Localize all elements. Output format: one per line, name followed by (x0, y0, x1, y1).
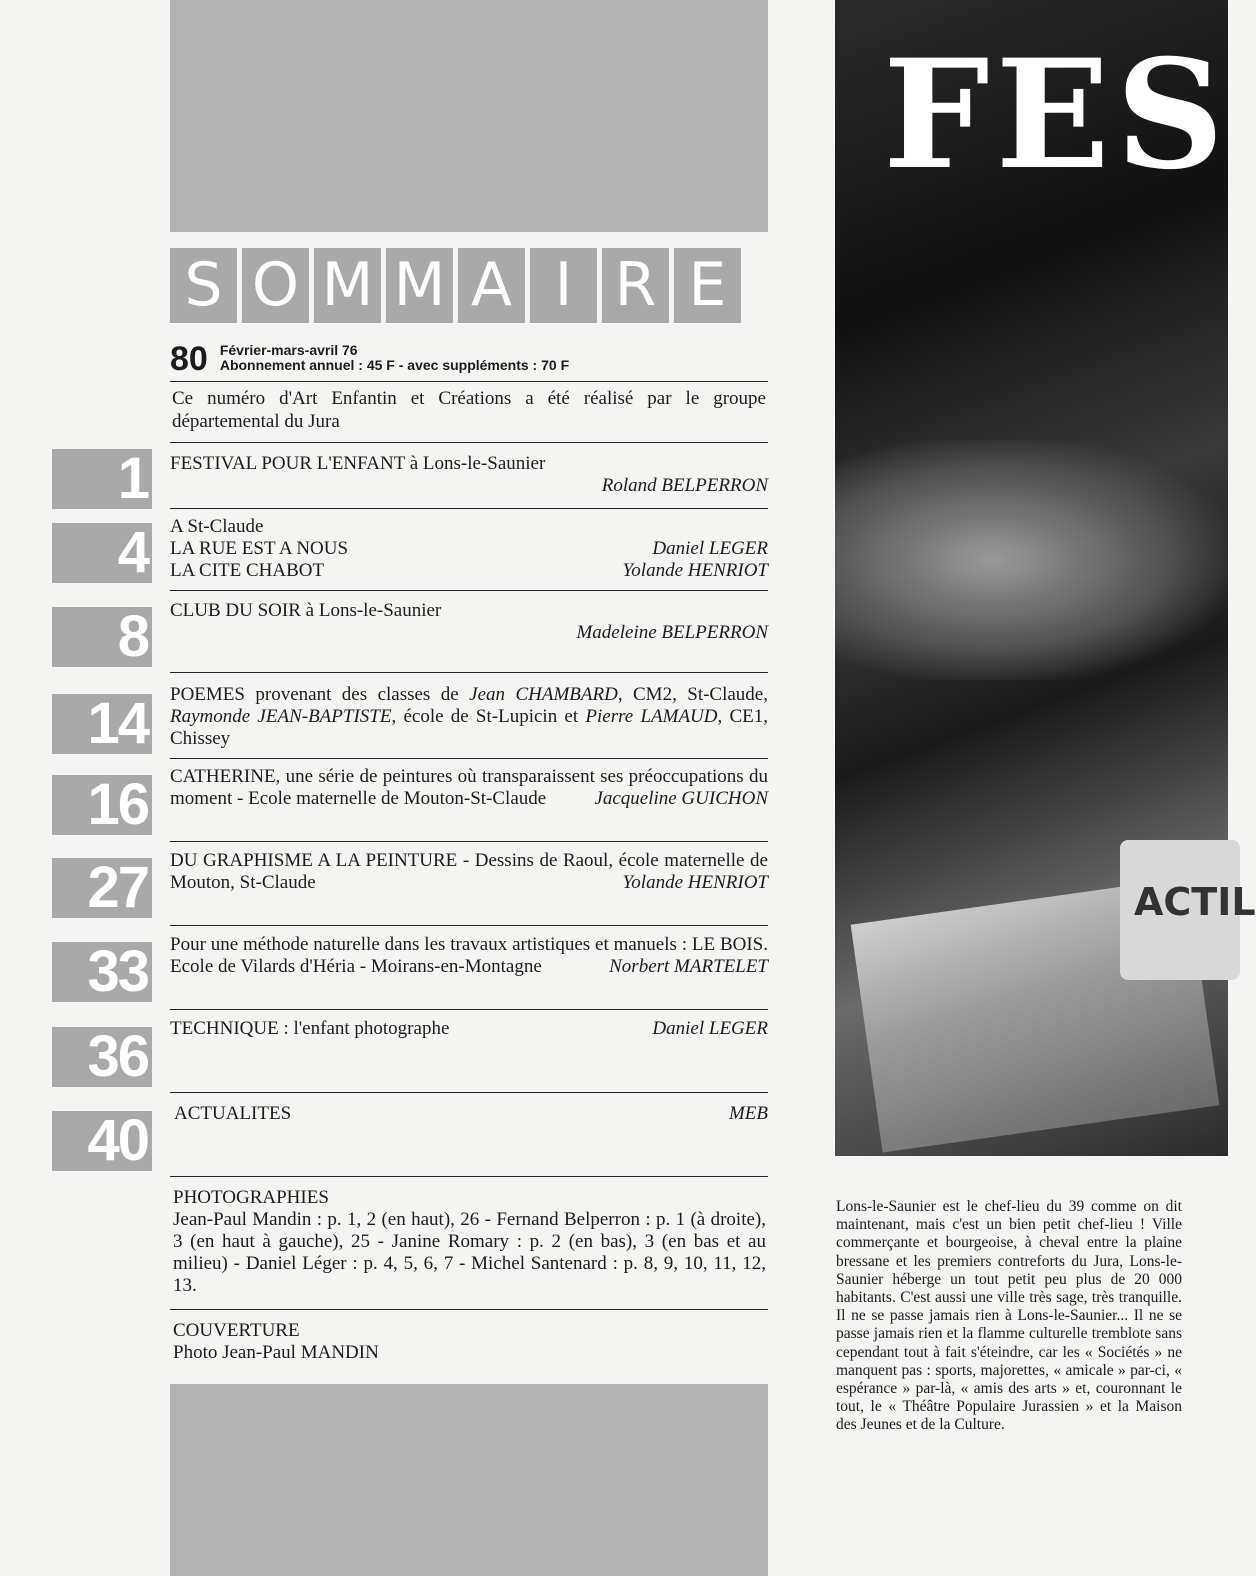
entry-text: POEMES provenant des classes de (170, 684, 470, 705)
title-letter: A (458, 248, 525, 323)
festival-headline: FES (883, 27, 1231, 203)
entry-title: ACTUALITES (174, 1103, 292, 1124)
title-letter: M (314, 248, 381, 323)
entry-author: Jacqueline GUICHON (594, 788, 768, 809)
photographies-section (173, 1187, 766, 1297)
title-letter: S (170, 248, 237, 323)
entry-text: DU GRAPHISME A LA PEINTURE - Dessins de Raoul, école maternelle de Mouton, St-Claude (170, 850, 768, 893)
entry-author: MEB (728, 1103, 768, 1124)
entry-author: Madeleine BELPERRON (576, 622, 768, 643)
entry-author: Norbert MARTELET (609, 956, 768, 977)
can-label: ACTIL (1134, 880, 1256, 924)
couverture-text: Photo Jean-Paul MANDIN (173, 1342, 379, 1363)
entry-author: Daniel LEGER (652, 538, 768, 559)
toc-entry-40 (174, 1103, 768, 1125)
entry-title: CLUB DU SOIR à Lons-le-Saunier (170, 600, 442, 621)
divider (170, 1309, 768, 1310)
entry-author: Roland BELPERRON (601, 475, 768, 496)
photo-shape (1120, 840, 1256, 980)
page-number: 14 (52, 694, 152, 754)
entry-author: Daniel LEGER (652, 1018, 768, 1039)
title-letter: E (674, 248, 741, 323)
issue-subscription: Abonnement annuel : 45 F - avec suppléments : 70 F (219, 357, 570, 373)
top-gray-panel (170, 0, 768, 232)
divider (170, 508, 768, 509)
divider (170, 758, 768, 759)
divider (170, 1009, 768, 1010)
toc-entry-16 (170, 766, 768, 810)
toc-entry-4 (170, 516, 768, 582)
page-number: 1 (52, 449, 152, 509)
divider (170, 1092, 768, 1093)
entry-author: Pierre LAMAUD (585, 706, 718, 727)
photographies-text: Jean-Paul Mandin : p. 1, 2 (en haut), 26 - Fernand Belperron : p. 1 (à droite), 3 (en haut à gauche), 25 - Janine Romary : p. 2 (en bas), 3 (en bas et au milieu) - Daniel Léger : p. 4, 5, 6, 7 - Michel Santenard : p. 8, 9, 10, 11, 12, 13. (173, 1209, 766, 1296)
toc-entry-33 (170, 934, 768, 978)
toc-entry-27 (170, 850, 768, 894)
issue-number: 80 (170, 340, 208, 378)
title-letter: I (530, 248, 597, 323)
divider (170, 381, 768, 382)
article-text: Lons-le-Saunier est le chef-lieu du 39 comme on dit maintenant, mais c'est un bien petit chef-lieu ! Ville commerçante et bourgeoise, à cheval entre la plaine bressane et les premiers contreforts du Jura, Lons-le-Saunier héberge un tout petit peu plus de 20 000 habitants. C'est aussi une ville très sage, très tranquille. Il ne se passe jamais rien à Lons-le-Saunier... Il ne se passe jamais rien et la flamme culturelle tremblote sans cependant tout à fait s'éteindre, car les « Sociétés » ne manquent pas : sports, majorettes, « amicale » par-ci, « espérance » par-là, « amis des arts » et, couronnant le tout, le « Théâtre Populaire Jurassien » et la Maison des Jeunes et de la Culture. (836, 1198, 1182, 1434)
intro-text: Ce numéro d'Art Enfantin et Créations a été réalisé par le groupe départemental du Jura (172, 388, 766, 432)
page-number: 27 (52, 858, 152, 918)
couverture-heading: COUVERTURE (173, 1320, 300, 1341)
toc-entry-36 (170, 1018, 768, 1040)
divider (170, 925, 768, 926)
entry-author: Raymonde JEAN-BAPTISTE (170, 706, 392, 727)
title-letter: R (602, 248, 669, 323)
page-number: 16 (52, 775, 152, 835)
divider (170, 672, 768, 673)
issue-info (220, 343, 569, 373)
divider (170, 1176, 768, 1177)
divider (170, 590, 768, 591)
entry-title: LA CITE CHABOT (170, 560, 325, 581)
page-number: 8 (52, 607, 152, 667)
entry-title: FESTIVAL POUR L'ENFANT à Lons-le-Saunier (170, 453, 546, 474)
title-letter: M (386, 248, 453, 323)
entry-text: , école de St-Lupicin et (391, 706, 586, 727)
entry-line: A St-Claude (170, 516, 264, 537)
issue-header (170, 342, 569, 376)
couverture-section (173, 1320, 771, 1364)
title-letter: O (242, 248, 309, 323)
entry-text: , CE1, Chissey (170, 706, 769, 749)
bottom-gray-panel (170, 1384, 768, 1576)
entry-text: Pour une méthode naturelle dans les travaux artistiques et manuels : LE BOIS. Ecole de Vilards d'Héria - Moirans-en-Montagne (170, 934, 768, 977)
toc-entry-1 (170, 453, 768, 497)
divider (170, 442, 768, 443)
page-number: 40 (52, 1111, 152, 1171)
issue-dates: Février-mars-avril 76 (219, 342, 358, 358)
page-number: 33 (52, 942, 152, 1002)
entry-author: Yolande HENRIOT (622, 560, 768, 581)
sommaire-title (170, 248, 741, 323)
page-number: 36 (52, 1027, 152, 1087)
cover-photo (835, 0, 1256, 1156)
photo-shape (835, 440, 1228, 680)
toc-entry-14 (170, 684, 768, 750)
entry-author: Yolande HENRIOT (622, 872, 768, 893)
divider (170, 841, 768, 842)
toc-entry-8 (170, 600, 768, 644)
page-number: 4 (52, 523, 152, 583)
entry-author: Jean CHAMBARD (469, 684, 618, 705)
entry-title: TECHNIQUE : l'enfant photographe (170, 1018, 450, 1039)
entry-text: CATHERINE, une série de peintures où transparaissent ses préoccupations du moment - Ecole maternelle de Mouton-St-Claude (170, 766, 768, 809)
photographies-heading: PHOTOGRAPHIES (173, 1187, 329, 1208)
entry-text: , CM2, St-Claude, (617, 684, 768, 705)
entry-title: LA RUE EST A NOUS (170, 538, 349, 559)
